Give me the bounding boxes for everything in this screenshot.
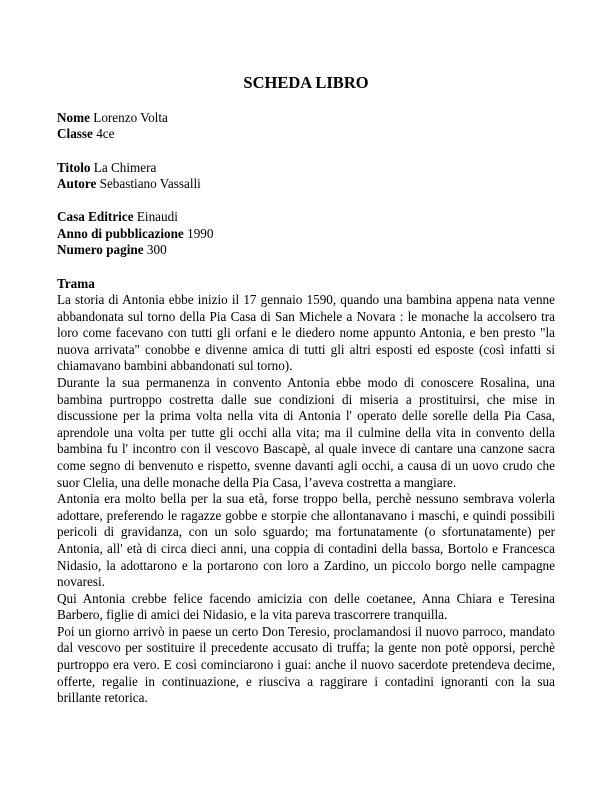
trama-paragraph: Durante la sua permanenza in convento Antonia ebbe modo di conoscere Rosalina, una bambina purtroppo costretta dalle sue condizioni di miseria a prostituirsi, che mise in discussione per la prima volta nella vita di Antonia l' operato delle sorelle della Pia Casa, aprendole una volta per tutte gli occhi alla vita; ma il culmine della vita in convento della bambina fu l' incontro con il vescovo Bascapè, al quale invece di cantare una canzone sacra come segno di benvenuto e rispetto, svenne davanti agli occhi, a causa di un uovo crudo che suor Clelia, una delle monache della Pia Casa, l’aveva costretta a mangiare. bbox=[57, 374, 555, 490]
field-label: Classe bbox=[57, 126, 93, 141]
field-value: 1990 bbox=[187, 226, 214, 241]
field-value: La Chimera bbox=[93, 160, 157, 175]
trama-body bbox=[57, 292, 555, 707]
trama-paragraph: Antonia era molto bella per la sua età, forse troppo bella, perchè nessuno sembrava volerla adottare, preferendo le ragazze gobbe e storpie che allontanavano i maschi, e quindi possibili pericoli di gravidanza, con un solo sguardo; ma fortunatamente (o sfortunatamente) per Antonia, all' età di circa dieci anni, una coppia di contadini della bassa, Bortolo e Francesca Nidasio, la adottarono e la portarono con loro a Zardino, un piccolo borgo nelle campagne novaresi. bbox=[57, 491, 555, 590]
field-titolo bbox=[57, 160, 156, 176]
field-value: Einaudi bbox=[136, 209, 178, 224]
field-value: Lorenzo Volta bbox=[93, 110, 168, 125]
field-value: Sebastiano Vassalli bbox=[99, 176, 201, 191]
field-nome bbox=[57, 110, 168, 126]
field-label: Casa Editrice bbox=[57, 209, 134, 224]
trama-paragraph: Qui Antonia crebbe felice facendo amicizia con delle coetanee, Anna Chiara e Teresina Barbero, figlie di amici dei Nidasio, e la vita pareva trascorrere tranquilla. bbox=[57, 590, 555, 623]
field-classe bbox=[57, 126, 115, 142]
field-casa-editrice bbox=[57, 209, 178, 225]
page-title: SCHEDA LIBRO bbox=[243, 73, 369, 92]
field-anno bbox=[57, 226, 213, 242]
field-pagine bbox=[57, 242, 167, 258]
field-label: Autore bbox=[57, 176, 97, 191]
field-value: 300 bbox=[146, 242, 167, 257]
field-label: Numero pagine bbox=[57, 242, 144, 257]
trama-paragraph: Poi un giorno arrivò in paese un certo Don Teresio, proclamandosi il nuovo parroco, mandato dal vescovo per sostituire il precedente accusato di truffa; la gente non potè opporsi, perchè purtroppo era vero. E così cominciarono i guai: anche il nuovo sacerdote pretendeva decime, offerte, regalie in continuazione, e riusciva a raggirare i contadini ignoranti con la sua brillante retorica. bbox=[57, 623, 555, 706]
trama-paragraph: La storia di Antonia ebbe inizio il 17 gennaio 1590, quando una bambina appena nata venne abbandonata sul torno della Pia Casa di San Michele a Novara : le monache la accolsero tra loro come facevano con tutti gli orfani e le diedero nome appunto Antonia, e ben presto "la nuova arrivata" conobbe e divenne amica di tutti gli altri esposti ed esposte (così infatti si chiamavano bambini abbandonati sul torno). bbox=[57, 292, 555, 374]
field-label: Anno di pubblicazione bbox=[57, 226, 184, 241]
field-value: 4ce bbox=[96, 126, 115, 141]
field-label: Titolo bbox=[57, 160, 91, 175]
trama-heading: Trama bbox=[57, 276, 95, 291]
field-label: Nome bbox=[57, 110, 90, 125]
field-autore bbox=[57, 176, 201, 192]
